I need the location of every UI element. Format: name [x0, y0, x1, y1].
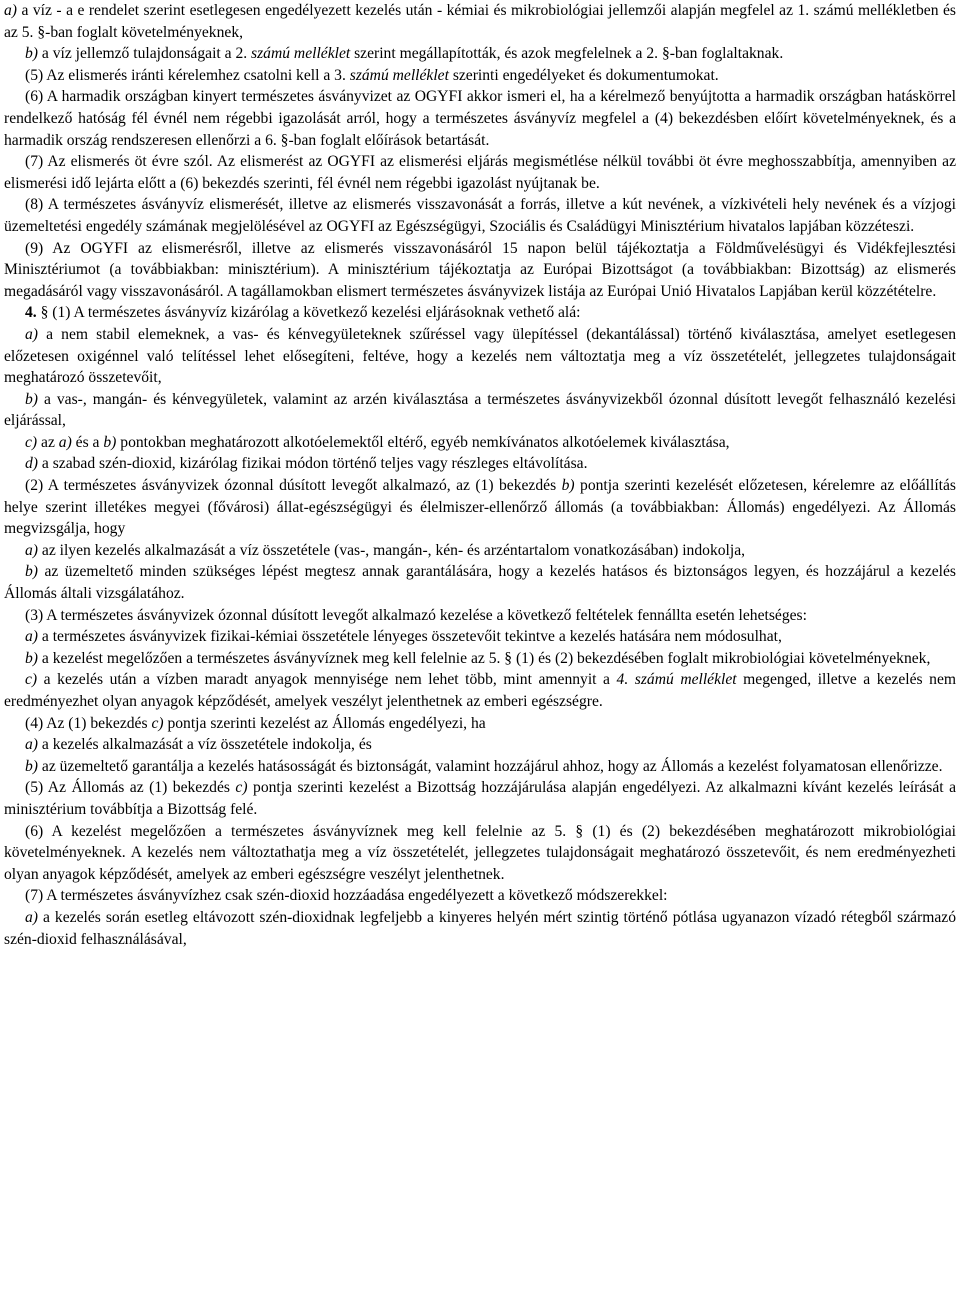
text-segment: (7) A természetes ásványvízhez csak szén-dioxid hozzáadása engedélyezett a következő módszerekkel:: [25, 887, 668, 905]
text-segment: pontja szerinti kezelését előzetesen, kérelemre az előállítás helye szerint illetékes megyei (fővárosi) állat-egészségügyi és élelmiszer-ellenőrző állomás (a továbbiakban: Állomás) engedélyezi. Az Állomás megvizsgálja, hogy: [4, 477, 956, 538]
paragraph: [4, 151, 956, 194]
italic-text: b): [25, 563, 38, 581]
text-segment: a kezelés alkalmazását a víz összetétele indokolja, és: [38, 736, 372, 754]
text-segment: pontokban meghatározott alkotóelemektől eltérő, egyéb nemkívánatos alkotóelemek kiválasztása,: [116, 433, 730, 451]
bold-text: 4.: [25, 304, 37, 322]
paragraph: [4, 669, 956, 712]
paragraph: [4, 324, 956, 389]
text-segment: (7) Az elismerés öt évre szól. Az elismerést az OGYFI az elismerési eljárás megismétlése nélkül további öt évre meghosszabbítja, amennyiben az elismerési idő lejárta előtt a (6) bekezdés szerinti, fél évnél nem régebbi igazolást nyújtanak be.: [4, 153, 956, 192]
paragraph: [4, 475, 956, 540]
text-segment: (8) A természetes ásványvíz elismerését, illetve az elismerés visszavonását a forrás, illetve a kút nevének, a vízkivételi hely nevének és a vízjogi üzemeltetési engedély számának megjelölésével az OGYFI az Egészségügyi, Szociális és Családügyi Minisztérium hivatalos lapjában közzéteszi.: [4, 196, 956, 235]
paragraph: [4, 885, 956, 907]
text-segment: (6) A kezelést megelőzően a természetes ásványvíznek meg kell felelnie az 5. § (1) és (2) bekezdésében meghatározott mikrobiológiai követelményeknek. A kezelés nem változtathatja meg a víz összetételét, jellegzetes tulajdonságait meghatározó összetevőit, és nem eredményezheti olyan anyagok képződését, amelyek az emberi egészségre veszélyt jelenthetnek.: [4, 822, 956, 883]
italic-text: b): [561, 477, 575, 495]
paragraph: [4, 432, 956, 454]
paragraph: [4, 605, 956, 627]
italic-text: b): [25, 649, 38, 667]
italic-text: a): [58, 433, 72, 451]
text-segment: a nem stabil elemeknek, a vas- és kénvegyületeknek szűréssel vagy ülepítéssel (dekantálással) történő kiválasztása, amelyet esetlegesen előzetesen oxigénnel való telítéssel lehet elősegíteni, feltéve, hogy a kezelés nem változtatja meg a víz összetételét, jellegzetes tulajdonságait meghatározó összetevőit,: [4, 325, 956, 387]
text-segment: a víz jellemző tulajdonságait a 2.: [38, 45, 252, 63]
italic-text: b): [25, 390, 38, 408]
text-segment: a víz - a e rendelet szerint esetlegesen engedélyezett kezelés után - kémiai és mikrobiológiai jellemzői alapján megfelel az 1. számú mellékletben és az 5. §-ban foglalt követelményeknek,: [4, 2, 956, 41]
paragraph: [4, 86, 956, 151]
text-segment: a kezelés után a vízben maradt anyagok mennyisége nem lehet több, mint amennyit a: [37, 671, 617, 689]
text-segment: az üzemeltető minden szükséges lépést megtesz annak garantálására, hogy a kezelés hatásos és biztonságos legyen, és hozzájárul a kezelés Állomás általi vizsgálatához.: [4, 563, 956, 603]
paragraph: [4, 756, 956, 778]
paragraph: [4, 389, 956, 432]
text-segment: (5) Az elismerés iránti kérelemhez csatolni kell a 3.: [25, 66, 350, 84]
text-segment: megenged, illetve a kezelés nem eredményezhet olyan anyagok képződését, amelyek veszélyt jelenthetnek az emberi egészségre.: [4, 671, 956, 710]
italic-text: a): [25, 628, 38, 646]
text-segment: (6) A harmadik országban kinyert természetes ásványvizet az OGYFI akkor ismeri el, ha a kérelmező benyújtotta a harmadik országban hatáskörrel rendelkező hatóság fél évnél nem régebbi igazolását arról, hogy a természetes ásványvíz megfelel a (4) bekezdésben előírt követelményeknek, és a harmadik ország rendszeresen ellenőrzi a 6. §-ban foglalt előírások betartását.: [4, 88, 956, 149]
text-segment: pontja szerinti kezelést a Bizottság hozzájárulása alapján engedélyezi. Az alkalmazni kívánt kezelés leírását a minisztérium továbbítja a Bizottság felé.: [4, 779, 956, 818]
text-segment: (3) A természetes ásványvizek ózonnal dúsított levegőt alkalmazó kezelése a következő feltételek fennállta esetén lehetséges:: [25, 606, 807, 624]
paragraph: [4, 713, 956, 735]
text-segment: (9) Az OGYFI az elismerésről, illetve az elismerés visszavonásáról 15 napon belül tájékoztatja a Földművelésügyi és Vidékfejlesztési Minisztériumot (a továbbiakban: minisztérium). A minisztérium tájékoztatja az Európai Bizottságot (a továbbiakban: Bizottság) az elismerés megadásáról vagy visszavonásáról. A tagállamokban elismert természetes ásványvizek listája az Európai Unió Hivatalos Lapjában kerül közzétételre.: [4, 239, 956, 300]
text-segment: szerint megállapították, és azok megfelelnek a 2. §-ban foglaltaknak.: [350, 45, 784, 63]
italic-text: a): [4, 2, 17, 19]
text-segment: a szabad szén-dioxid, kizárólag fizikai módon történő teljes vagy részleges eltávolítása.: [38, 455, 588, 473]
text-segment: szerinti engedélyeket és dokumentumokat.: [448, 66, 719, 84]
text-segment: (5) Az Állomás az (1) bekezdés: [25, 779, 236, 797]
text-segment: (4) Az (1) bekezdés: [25, 714, 152, 732]
italic-text: a): [25, 325, 38, 343]
italic-text: c): [25, 671, 38, 689]
italic-text: számú melléklet: [251, 45, 351, 63]
paragraph: [4, 821, 956, 886]
text-segment: a természetes ásványvizek fizikai-kémiai összetétele lényeges összetevőit tekintve a kezelés hatására nem módosulhat,: [38, 628, 782, 646]
text-segment: a kezelés során esetleg eltávozott szén-dioxidnak legfeljebb a kinyeres helyén mért szintig történő pótlása ugyanazon vízadó rétegből származó szén-dioxid felhasználásával,: [4, 908, 956, 948]
paragraph: [4, 453, 956, 475]
italic-text: b): [25, 757, 38, 775]
paragraph: [4, 238, 956, 303]
text-segment: a vas-, mangán- és kénvegyületek, valamint az arzén kiválasztása a természetes ásványvizekből ózonnal dúsított levegőt felhasználó kezelési eljárással,: [4, 390, 956, 430]
text-segment: (2) A természetes ásványvizek ózonnal dúsított levegőt alkalmazó, az (1) bekezdés: [25, 477, 562, 495]
italic-text: c): [25, 433, 38, 451]
text-segment: az: [37, 433, 59, 451]
italic-text: c): [235, 779, 248, 797]
paragraph: [4, 43, 956, 65]
italic-text: d): [25, 455, 38, 473]
paragraph: [4, 540, 956, 562]
paragraph: [4, 777, 956, 820]
paragraph: [4, 302, 956, 324]
italic-text: 4. számú melléklet: [616, 671, 737, 689]
italic-text: a): [25, 541, 38, 559]
italic-text: b): [103, 433, 117, 451]
italic-text: b): [25, 45, 38, 63]
text-segment: és a: [71, 433, 104, 451]
italic-text: számú melléklet: [349, 66, 449, 84]
paragraph: [4, 194, 956, 237]
text-segment: a kezelést megelőzően a természetes ásványvíznek meg kell felelnie az 5. § (1) és (2) bekezdésében foglalt mikrobiológiai követelményeknek,: [38, 649, 931, 667]
paragraph: [4, 65, 956, 87]
paragraph: [4, 626, 956, 648]
paragraph: [4, 734, 956, 756]
text-segment: az üzemeltető garantálja a kezelés hatásosságát és biztonságát, valamint hozzájárul ahhoz, hogy az Állomás a kezelést folyamatosan ellenőrizze.: [38, 757, 943, 775]
paragraph: [4, 0, 956, 43]
text-segment: § (1) A természetes ásványvíz kizárólag a következő kezelési eljárásoknak vethető alá:: [36, 304, 581, 322]
paragraph: [4, 907, 956, 950]
italic-text: a): [25, 736, 38, 754]
italic-text: a): [25, 908, 38, 926]
text-segment: az ilyen kezelés alkalmazását a víz összetétele (vas-, mangán-, kén- és arzéntartalom vonatkozásában) indokolja,: [38, 541, 746, 559]
paragraph: [4, 561, 956, 604]
italic-text: c): [151, 714, 164, 732]
text-segment: pontja szerinti kezelést az Állomás engedélyezi, ha: [163, 714, 486, 732]
paragraph: [4, 648, 956, 670]
